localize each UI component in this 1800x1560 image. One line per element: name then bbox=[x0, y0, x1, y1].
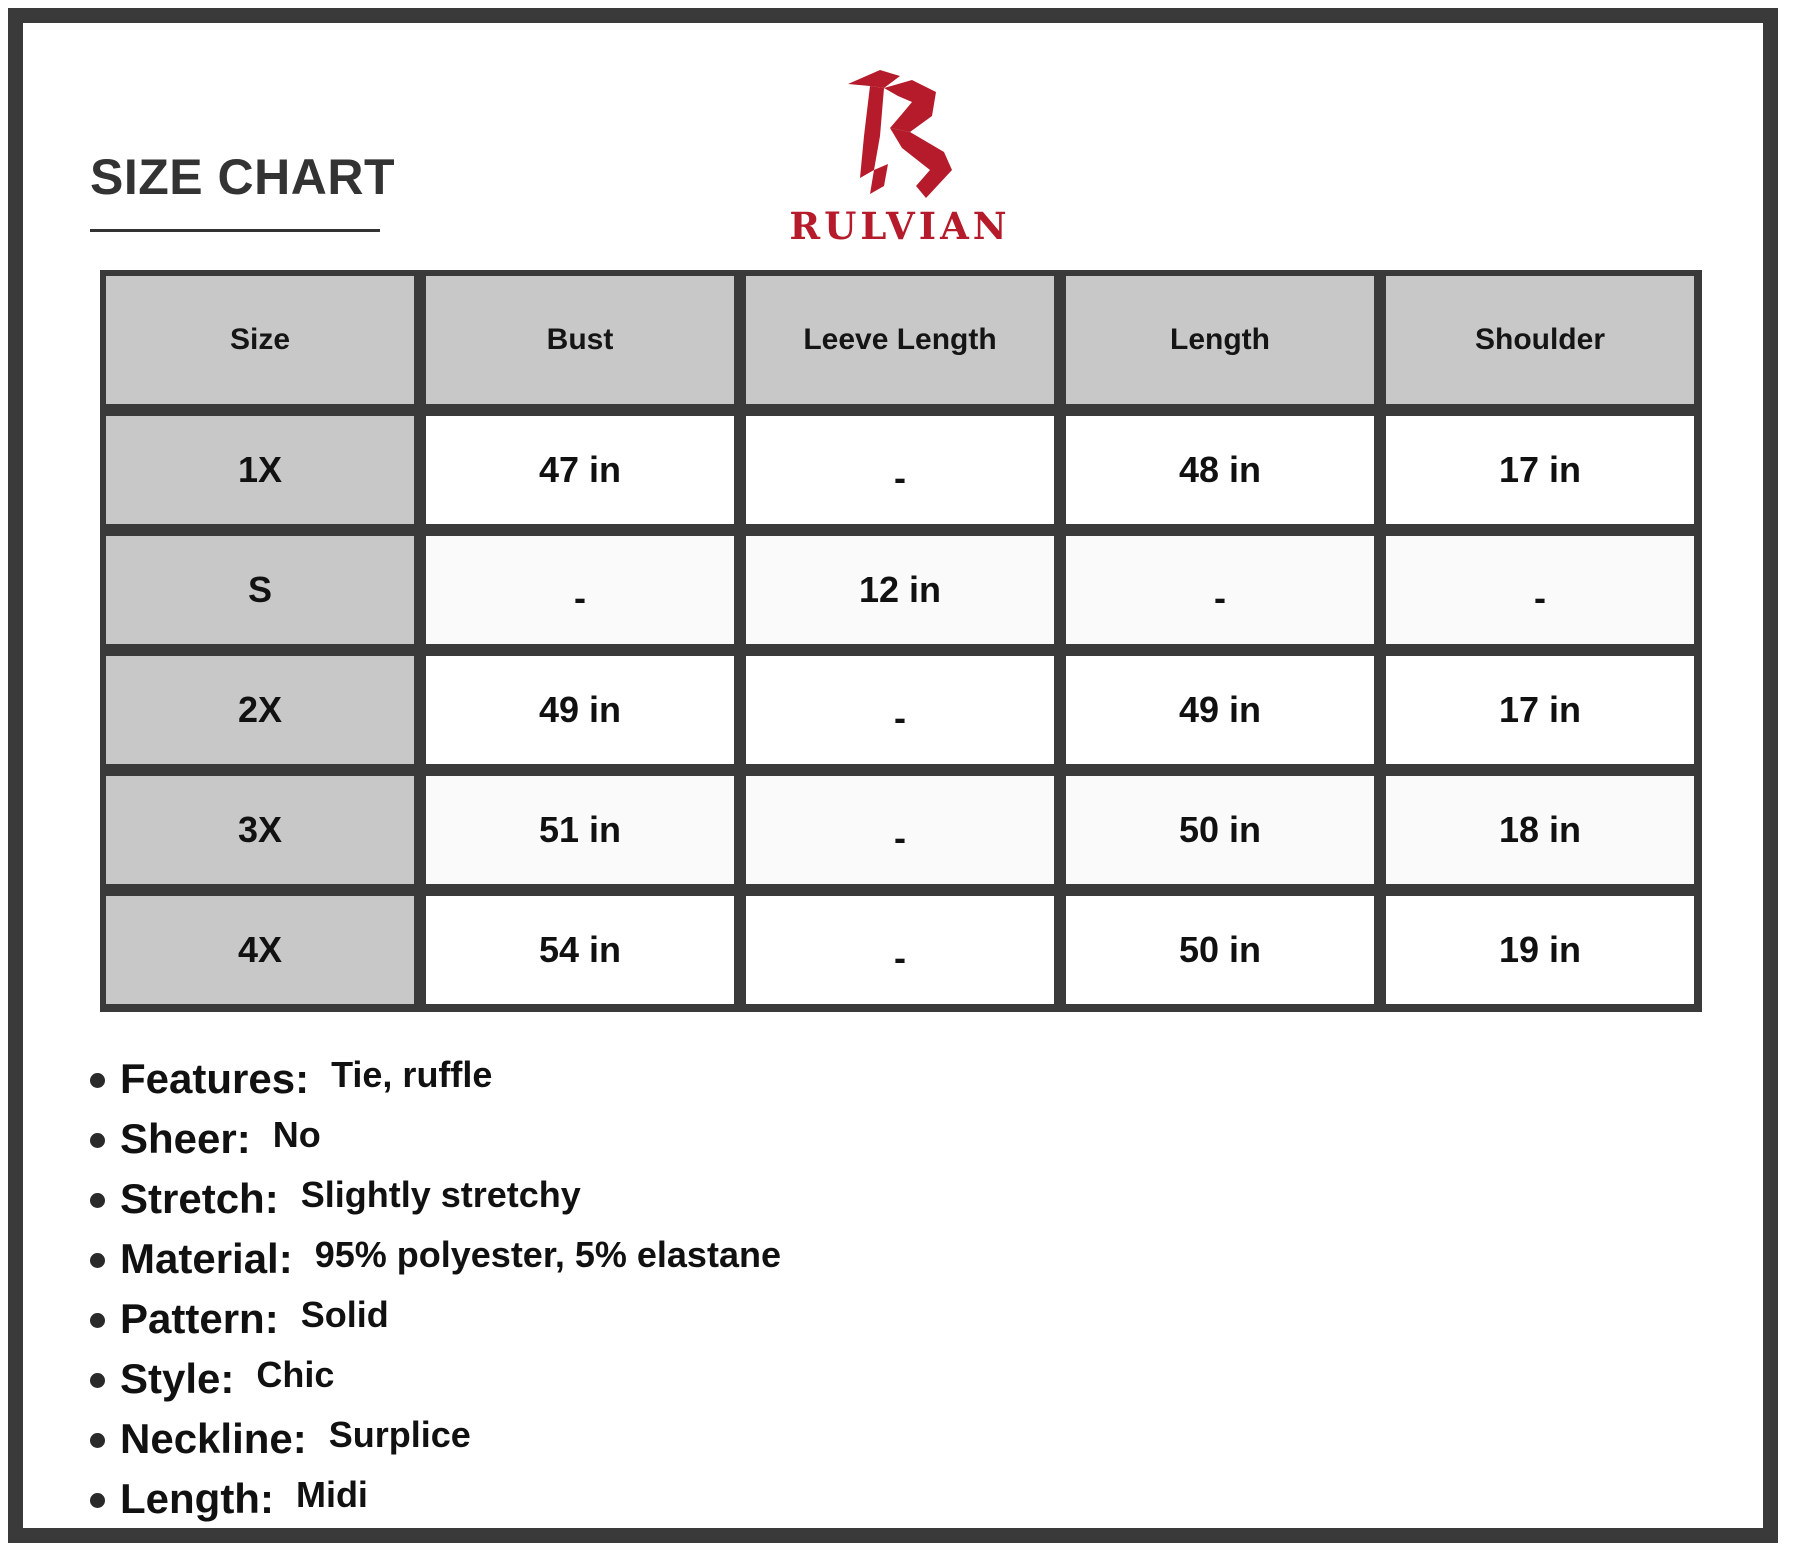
row-s-bust-value: - bbox=[574, 577, 586, 618]
row-3x-size: 3X bbox=[106, 776, 414, 884]
row-2x-bust: 49 in bbox=[426, 656, 734, 764]
feature-value: No bbox=[272, 1114, 321, 1155]
feature-value: Chic bbox=[256, 1354, 335, 1395]
row-s-size: S bbox=[106, 536, 414, 644]
feature-sheer bbox=[90, 1115, 781, 1175]
row-2x-sleeve-value: - bbox=[894, 697, 906, 738]
row-1x-sleeve bbox=[746, 416, 1054, 524]
row-2x-shoulder: 17 in bbox=[1386, 656, 1694, 764]
row-4x-shoulder: 19 in bbox=[1386, 896, 1694, 1004]
feature-label: Sheer: bbox=[120, 1115, 251, 1162]
row-2x-size: 2X bbox=[106, 656, 414, 764]
row-1x-bust: 47 in bbox=[426, 416, 734, 524]
row-s-shoulder bbox=[1386, 536, 1694, 644]
row-s-shoulder-value: - bbox=[1534, 577, 1546, 618]
feature-label: Stretch: bbox=[120, 1175, 279, 1222]
row-3x-length: 50 in bbox=[1066, 776, 1374, 884]
column-header-size: Size bbox=[106, 276, 414, 404]
row-1x-size: 1X bbox=[106, 416, 414, 524]
row-3x-sleeve bbox=[746, 776, 1054, 884]
feature-neckline bbox=[90, 1415, 781, 1475]
feature-label: Style: bbox=[120, 1355, 235, 1402]
feature-stretch bbox=[90, 1175, 781, 1235]
product-features-list bbox=[90, 1055, 781, 1535]
feature-value: Surplice bbox=[328, 1414, 471, 1455]
feature-features bbox=[90, 1055, 781, 1115]
brand-logo-icon bbox=[840, 66, 960, 205]
feature-label: Length: bbox=[120, 1475, 274, 1522]
row-1x-sleeve-value: - bbox=[894, 457, 906, 498]
column-header-length: Length bbox=[1066, 276, 1374, 404]
column-header-sleeve-length: Leeve Length bbox=[746, 276, 1054, 404]
row-2x-length: 49 in bbox=[1066, 656, 1374, 764]
row-1x-length: 48 in bbox=[1066, 416, 1374, 524]
bullet-icon bbox=[90, 1253, 105, 1268]
row-4x-length: 50 in bbox=[1066, 896, 1374, 1004]
row-4x-sleeve-value: - bbox=[894, 937, 906, 978]
feature-length bbox=[90, 1475, 781, 1535]
feature-value: 95% polyester, 5% elastane bbox=[314, 1234, 781, 1275]
column-header-shoulder: Shoulder bbox=[1386, 276, 1694, 404]
feature-value: Midi bbox=[295, 1474, 368, 1515]
row-3x-sleeve-value: - bbox=[894, 817, 906, 858]
feature-style bbox=[90, 1355, 781, 1415]
feature-pattern bbox=[90, 1295, 781, 1355]
feature-label: Pattern: bbox=[120, 1295, 279, 1342]
feature-material bbox=[90, 1235, 781, 1295]
size-chart-table bbox=[100, 270, 1702, 1012]
feature-label: Features: bbox=[120, 1055, 310, 1102]
row-3x-shoulder: 18 in bbox=[1386, 776, 1694, 884]
bullet-icon bbox=[90, 1373, 105, 1388]
page-title: SIZE CHART bbox=[90, 149, 395, 205]
row-s-bust bbox=[426, 536, 734, 644]
title-underline bbox=[90, 229, 380, 232]
row-4x-bust: 54 in bbox=[426, 896, 734, 1004]
column-header-bust: Bust bbox=[426, 276, 734, 404]
feature-value: Slightly stretchy bbox=[300, 1174, 581, 1215]
bullet-icon bbox=[90, 1193, 105, 1208]
feature-value: Solid bbox=[300, 1294, 389, 1335]
bullet-icon bbox=[90, 1073, 105, 1088]
bullet-icon bbox=[90, 1133, 105, 1148]
feature-label: Neckline: bbox=[120, 1415, 307, 1462]
row-2x-sleeve bbox=[746, 656, 1054, 764]
bullet-icon bbox=[90, 1313, 105, 1328]
bullet-icon bbox=[90, 1493, 105, 1508]
feature-value: Tie, ruffle bbox=[331, 1054, 493, 1095]
row-4x-sleeve bbox=[746, 896, 1054, 1004]
row-1x-shoulder: 17 in bbox=[1386, 416, 1694, 524]
row-4x-size: 4X bbox=[106, 896, 414, 1004]
feature-label: Material: bbox=[120, 1235, 293, 1282]
row-3x-bust: 51 in bbox=[426, 776, 734, 884]
bullet-icon bbox=[90, 1433, 105, 1448]
row-s-length bbox=[1066, 536, 1374, 644]
brand-name: RULVIAN bbox=[789, 204, 1011, 248]
row-s-length-value: - bbox=[1214, 577, 1226, 618]
row-s-sleeve: 12 in bbox=[746, 536, 1054, 644]
